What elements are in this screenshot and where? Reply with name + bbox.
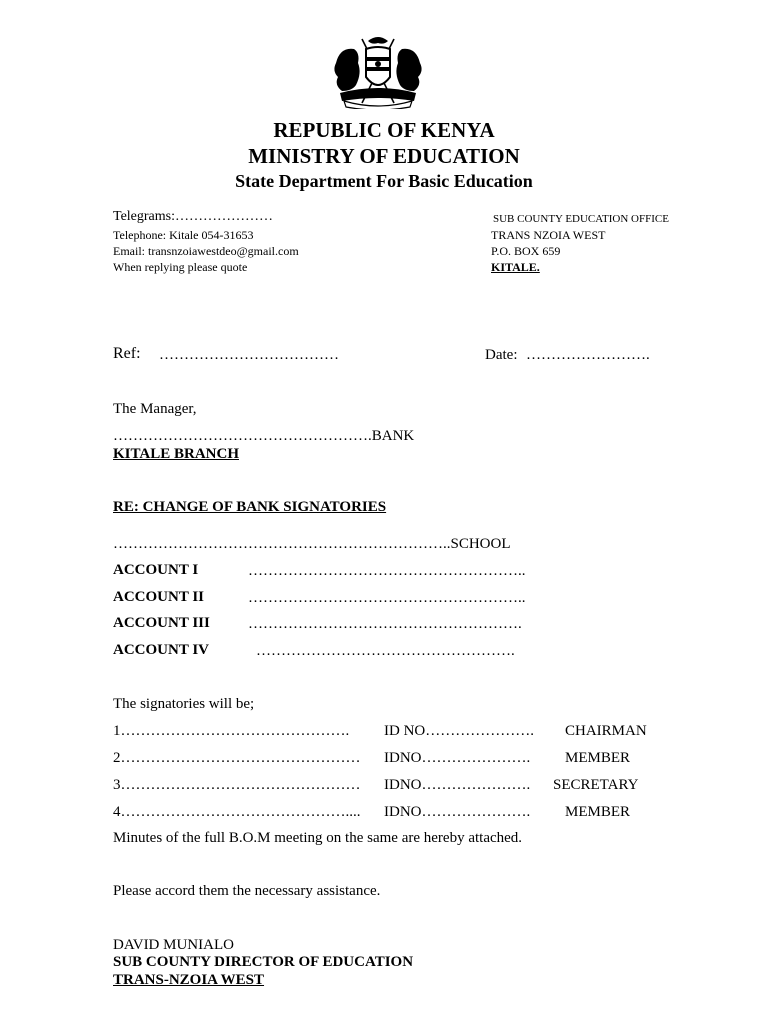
bank-branch: KITALE BRANCH [113, 446, 239, 462]
account-blank: ………………………………………………. [248, 616, 522, 632]
signatory-role: MEMBER [565, 804, 631, 820]
signatory-name-blank: 2………………………………………… [113, 750, 361, 766]
ref-label: Ref: [113, 345, 141, 362]
account-label: ACCOUNT I [113, 562, 199, 578]
signatory-role: CHAIRMAN [565, 723, 647, 739]
signatories-intro: The signatories will be; [113, 696, 255, 712]
signatory-id-blank: IDNO…………………. [384, 804, 531, 820]
account-label: ACCOUNT IV [113, 642, 209, 658]
signatory-name-blank: 3………………………………………… [113, 777, 361, 793]
bank-name-line: …………………………………………….BANK [113, 428, 415, 444]
telephone-line: Telephone: Kitale 054-31653 [113, 228, 254, 242]
signatory-officer-title: SUB COUNTY DIRECTOR OF EDUCATION [113, 954, 414, 970]
signatory-name-blank: 1………………………………………. [113, 723, 350, 739]
ministry-heading: MINISTRY OF EDUCATION [248, 144, 520, 168]
signatory-id-blank: IDNO…………………. [384, 777, 531, 793]
country-heading: REPUBLIC OF KENYA [273, 118, 495, 142]
office-po-box: P.O. BOX 659 [491, 244, 561, 258]
account-label: ACCOUNT III [113, 615, 210, 631]
department-heading: State Department For Basic Education [235, 171, 533, 191]
reply-quote-line: When replying please quote [113, 260, 248, 274]
signatory-role: SECRETARY [553, 777, 639, 793]
date-label: Date: [485, 347, 518, 363]
account-blank: ……………………………………………….. [248, 590, 526, 606]
telegrams-line: Telegrams:………………… [113, 209, 273, 224]
minutes-note: Minutes of the full B.O.M meeting on the same are hereby attached. [113, 830, 523, 846]
email-line: Email: transnzoiawestdeo@gmail.com [113, 244, 299, 258]
signatory-officer-place: TRANS-NZOIA WEST [113, 972, 265, 988]
signatory-officer-name: DAVID MUNIALO [113, 937, 234, 953]
signatory-id-blank: ID NO…………………. [384, 723, 534, 739]
account-label: ACCOUNT II [113, 589, 204, 605]
account-blank: ……………………………………………….. [248, 563, 526, 579]
office-name: SUB COUNTY EDUCATION OFFICE [493, 213, 669, 225]
date-blank: ……………………. [526, 347, 650, 363]
subject-line: RE: CHANGE OF BANK SIGNATORIES [113, 499, 387, 515]
ref-blank: ……………………………… [159, 347, 339, 363]
school-name-line: …………………………………………………………..SCHOOL [113, 536, 511, 552]
signatory-role: MEMBER [565, 750, 631, 766]
signatory-name-blank: 4……………………………………….... [113, 804, 361, 820]
closing-request: Please accord them the necessary assistance. [113, 883, 381, 899]
signatory-id-blank: IDNO…………………. [384, 750, 531, 766]
office-region: TRANS NZOIA WEST [491, 228, 606, 242]
addressee-salutation: The Manager, [113, 401, 197, 417]
office-town: KITALE. [491, 260, 540, 274]
account-blank: ……………………………………………. [256, 643, 515, 659]
coat-of-arms-emblem [330, 33, 426, 109]
